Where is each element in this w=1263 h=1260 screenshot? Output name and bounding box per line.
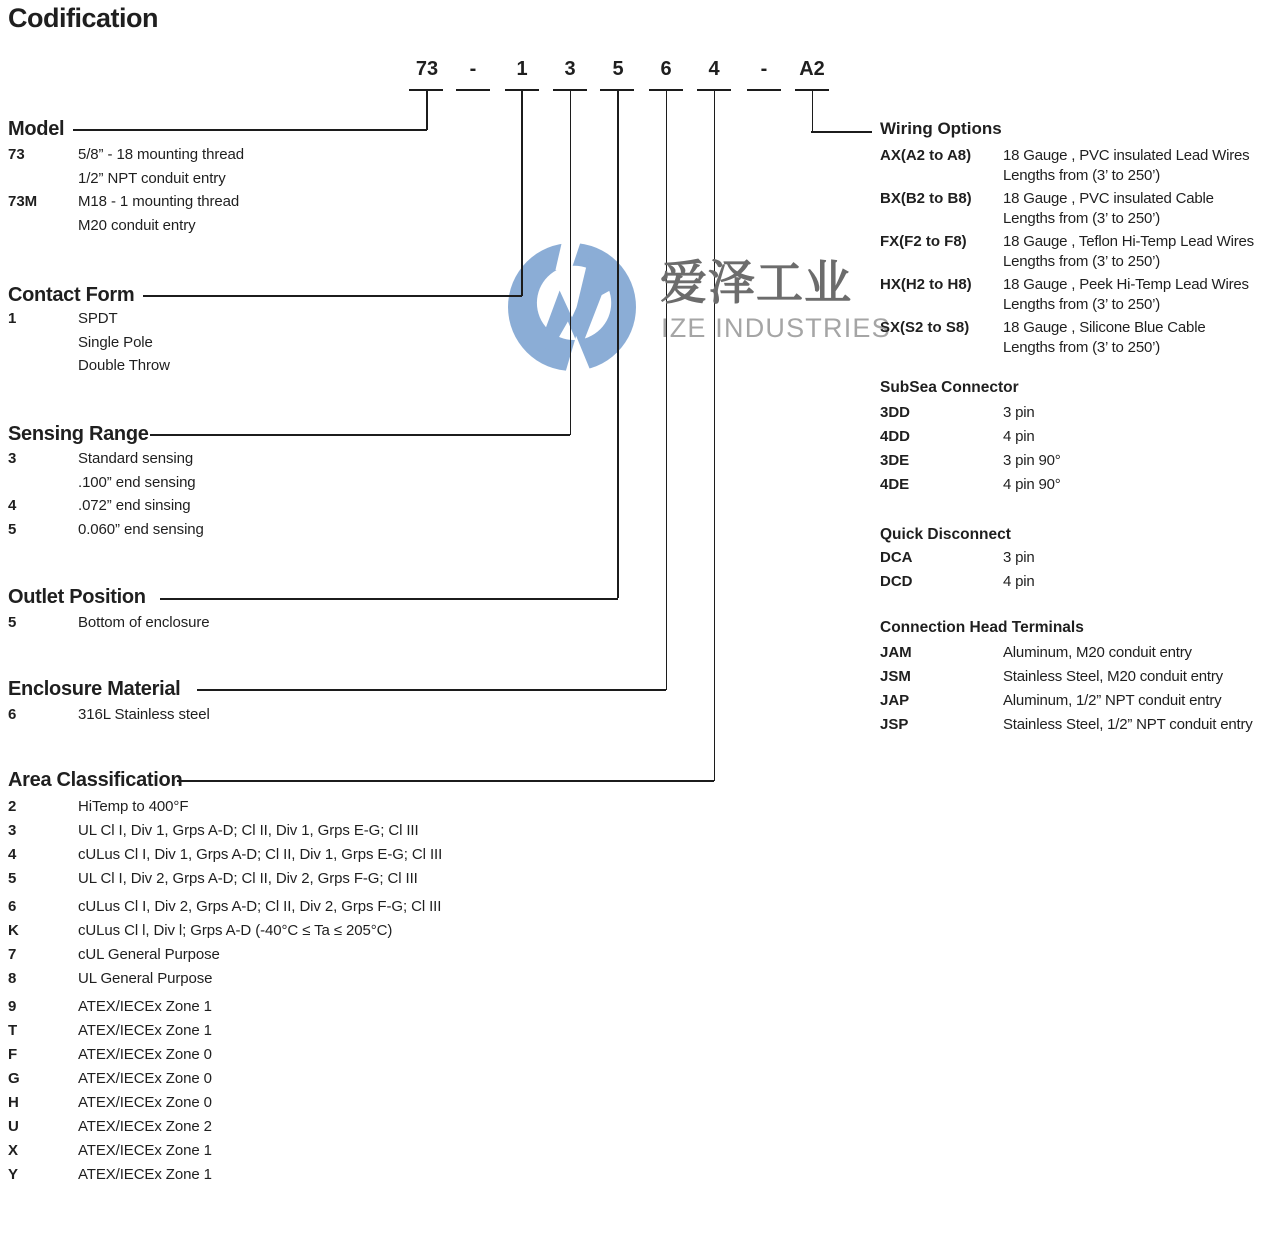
- item-desc-line1: 18 Gauge , PVC insulated Lead Wires: [1003, 147, 1250, 164]
- list-item: [8, 614, 210, 638]
- item-desc: cUL General Purpose: [78, 946, 220, 963]
- item-code: 3: [8, 822, 17, 839]
- item-code: 5: [8, 870, 17, 887]
- item-desc: Aluminum, M20 conduit entry: [1003, 644, 1192, 661]
- list-item: [880, 573, 1035, 597]
- code-segment-area: 4: [708, 58, 720, 80]
- item-code: 3DD: [880, 404, 911, 421]
- list-item: [8, 334, 170, 358]
- list-item: [880, 668, 1253, 692]
- list-item: [880, 452, 1061, 476]
- item-code: 6: [8, 706, 17, 723]
- section-header-model: Model: [8, 118, 65, 140]
- item-desc: UL Cl I, Div 1, Grps A-D; Cl II, Div 1, Grps E-G; Cl III: [78, 822, 419, 839]
- item-desc: Stainless Steel, 1/2” NPT conduit entry: [1003, 716, 1253, 733]
- connector-line-contact-vertical: [521, 91, 523, 296]
- item-code: HX(H2 to H8): [880, 276, 972, 294]
- item-desc: 4 pin: [1003, 573, 1035, 590]
- item-desc: UL General Purpose: [78, 970, 213, 987]
- connector-line-enclosure-horizontal: [197, 689, 666, 691]
- list-item: [8, 1142, 442, 1166]
- item-code: FX(F2 to F8): [880, 233, 967, 251]
- connection-head-terminals-list: [880, 644, 1253, 740]
- list-item: [8, 310, 170, 334]
- item-code: AX(A2 to A8): [880, 147, 972, 164]
- item-desc: SPDT: [78, 310, 118, 327]
- item-code: 4DE: [880, 476, 910, 493]
- list-item: [8, 1046, 442, 1070]
- section-header-sensing-range: Sensing Range: [8, 423, 149, 445]
- item-code: K: [8, 922, 19, 939]
- item-code: 9: [8, 998, 17, 1015]
- item-code: DCD: [880, 573, 913, 590]
- code-segment-dash-2: -: [760, 58, 768, 80]
- item-desc: Bottom of enclosure: [78, 614, 210, 631]
- item-code: 4DD: [880, 428, 911, 445]
- list-item: [8, 946, 442, 970]
- list-item: [8, 970, 442, 994]
- code-segment-outlet: 5: [612, 58, 624, 80]
- item-desc: 0.060” end sensing: [78, 521, 204, 539]
- code-underline: [747, 89, 781, 91]
- section-header-area-classification: Area Classification: [8, 769, 183, 791]
- list-item: [8, 1022, 442, 1046]
- list-item: [8, 521, 204, 545]
- subsea-connector-list: [880, 404, 1061, 500]
- item-desc: ATEX/IECEx Zone 1: [78, 998, 212, 1015]
- list-item: [8, 450, 204, 474]
- item-desc: 4 pin 90°: [1003, 476, 1061, 493]
- list-item: [8, 193, 244, 217]
- code-segment-model: 73: [415, 58, 439, 80]
- item-code: BX(B2 to B8): [880, 190, 972, 208]
- item-desc: [1003, 275, 1249, 315]
- item-code: Y: [8, 1166, 19, 1183]
- item-code: T: [8, 1022, 18, 1039]
- item-desc: 3 pin 90°: [1003, 452, 1061, 469]
- item-desc: .100” end sensing: [78, 473, 196, 491]
- item-desc: ATEX/IECEx Zone 1: [78, 1166, 212, 1183]
- list-item: [8, 798, 442, 822]
- item-desc-line2: Lengths from (3’ to 250’): [1003, 252, 1161, 270]
- watermark-chinese-text: 爱泽工业: [660, 256, 852, 309]
- watermark-company-text: IZE INDUSTRIES: [661, 313, 891, 343]
- item-desc: [1003, 232, 1254, 272]
- list-item: [8, 357, 170, 381]
- wiring-item: [880, 318, 1254, 358]
- item-desc: 316L Stainless steel: [78, 706, 210, 723]
- list-item: [880, 692, 1253, 716]
- item-desc: ATEX/IECEx Zone 2: [78, 1118, 212, 1135]
- connector-line-area-vertical: [714, 91, 716, 781]
- item-code: 73: [8, 146, 25, 163]
- item-desc: 1/2” NPT conduit entry: [78, 169, 226, 187]
- connector-line-wiring-vertical: [812, 91, 814, 132]
- list-item: [8, 846, 442, 870]
- connector-line-model-vertical: [426, 91, 428, 130]
- list-item: [8, 822, 442, 846]
- item-desc: cULus Cl I, Div 2, Grps A-D; Cl II, Div 2, Grps F-G; Cl III: [78, 898, 442, 915]
- quick-disconnect-list: [880, 549, 1035, 597]
- item-code: 5: [8, 521, 17, 539]
- item-desc: Double Throw: [78, 357, 170, 375]
- list-item: [8, 1166, 442, 1190]
- section-header-connection-head-terminals: Connection Head Terminals: [880, 619, 1084, 636]
- item-code: 8: [8, 970, 17, 987]
- code-segment-sensing: 3: [564, 58, 576, 80]
- item-code: G: [8, 1070, 20, 1087]
- contact-form-list: [8, 310, 170, 381]
- connector-line-area-horizontal: [177, 780, 714, 782]
- item-code: X: [8, 1142, 19, 1159]
- list-item: [8, 217, 244, 241]
- item-code: 7: [8, 946, 17, 963]
- item-code: 5: [8, 614, 17, 631]
- item-code: 4: [8, 846, 17, 863]
- list-item: [8, 474, 204, 498]
- item-code: 73M: [8, 193, 38, 211]
- wiring-item: [880, 232, 1254, 272]
- item-desc: cULus Cl I, Div 1, Grps A-D; Cl II, Div 1, Grps E-G; Cl III: [78, 846, 443, 863]
- item-desc: Single Pole: [78, 333, 153, 351]
- code-segment-enclosure: 6: [660, 58, 672, 80]
- item-code: JAP: [880, 692, 910, 709]
- item-desc: [1003, 189, 1214, 229]
- item-desc: 4 pin: [1003, 428, 1035, 445]
- connector-line-model-horizontal: [73, 129, 427, 131]
- connector-line-contact-horizontal: [143, 295, 522, 297]
- item-desc: ATEX/IECEx Zone 1: [78, 1142, 212, 1159]
- item-code: 4: [8, 497, 17, 515]
- list-item: [880, 404, 1061, 428]
- list-item: [880, 549, 1035, 573]
- list-item: [8, 146, 244, 170]
- section-header-wiring-options: Wiring Options: [880, 119, 1002, 138]
- item-desc: M18 - 1 mounting thread: [78, 193, 240, 211]
- item-desc-line2: Lengths from (3’ to 250’): [1003, 339, 1161, 357]
- list-item: [8, 1094, 442, 1118]
- item-desc: Aluminum, 1/2” NPT conduit entry: [1003, 692, 1222, 709]
- item-desc-line1: 18 Gauge , PVC insulated Cable: [1003, 190, 1214, 208]
- list-item: [8, 1070, 442, 1094]
- item-desc: UL Cl I, Div 2, Grps A-D; Cl II, Div 2, Grps F-G; Cl III: [78, 870, 418, 887]
- item-code: U: [8, 1118, 19, 1135]
- area-classification-list: [8, 798, 442, 1190]
- list-item: [880, 428, 1061, 452]
- item-code: SX(S2 to S8): [880, 319, 970, 337]
- item-code: 2: [8, 798, 17, 815]
- list-item: [880, 476, 1061, 500]
- item-desc: 3 pin: [1003, 404, 1035, 421]
- item-desc-line2: Lengths from (3’ to 250’): [1003, 209, 1161, 227]
- code-segment-dash-1: -: [469, 58, 477, 80]
- section-header-subsea-connector: SubSea Connector: [880, 379, 1019, 396]
- connector-line-outlet-horizontal: [160, 598, 618, 600]
- item-code: F: [8, 1046, 18, 1063]
- item-code: JSM: [880, 668, 911, 685]
- item-desc: .072” end sinsing: [78, 497, 191, 515]
- item-desc: ATEX/IECEx Zone 0: [78, 1094, 212, 1111]
- item-code: JAM: [880, 644, 912, 661]
- list-item: [8, 998, 442, 1022]
- sensing-range-list: [8, 450, 204, 545]
- enclosure-material-list: [8, 706, 210, 730]
- connector-line-wiring-horizontal: [811, 131, 872, 133]
- item-code: JSP: [880, 716, 909, 733]
- item-desc: Standard sensing: [78, 450, 194, 467]
- list-item: [880, 716, 1253, 740]
- item-desc: Stainless Steel, M20 conduit entry: [1003, 668, 1223, 685]
- item-desc-line2: Lengths from (3’ to 250’): [1003, 296, 1161, 314]
- item-desc: M20 conduit entry: [78, 217, 196, 235]
- item-desc: cULus Cl l, Div l; Grps A-D (-40°C ≤ Ta ≤ 205°C): [78, 922, 393, 939]
- wiring-options-list: [880, 146, 1254, 361]
- connector-line-outlet-vertical: [617, 91, 619, 598]
- outlet-position-list: [8, 614, 210, 638]
- code-segment-wiring: A2: [799, 58, 825, 80]
- item-code: DCA: [880, 549, 913, 566]
- model-list: [8, 146, 244, 241]
- item-desc: [1003, 146, 1249, 186]
- code-underline: [456, 89, 490, 91]
- list-item: [8, 898, 442, 922]
- item-desc: ATEX/IECEx Zone 1: [78, 1022, 212, 1039]
- section-header-quick-disconnect: Quick Disconnect: [880, 526, 1011, 543]
- item-code: 6: [8, 898, 17, 915]
- list-item: [8, 497, 204, 521]
- item-desc: 5/8” - 18 mounting thread: [78, 146, 244, 163]
- section-header-enclosure-material: Enclosure Material: [8, 678, 181, 700]
- page-title: Codification: [8, 3, 158, 33]
- item-desc: [1003, 318, 1205, 358]
- list-item: [880, 644, 1253, 668]
- list-item: [8, 706, 210, 730]
- wiring-item: [880, 275, 1254, 315]
- item-code: 3DE: [880, 452, 910, 469]
- item-desc-line2: Lengths from (3’ to 250’): [1003, 166, 1161, 184]
- item-desc: ATEX/IECEx Zone 0: [78, 1070, 212, 1087]
- item-code: H: [8, 1094, 19, 1111]
- connector-line-sensing-vertical: [570, 91, 572, 435]
- section-header-contact-form: Contact Form: [8, 284, 135, 306]
- item-desc: 3 pin: [1003, 549, 1035, 566]
- item-code: 1: [8, 310, 17, 327]
- list-item: [8, 1118, 442, 1142]
- item-desc-line1: 18 Gauge , Teflon Hi-Temp Lead Wires: [1003, 233, 1254, 251]
- item-desc: ATEX/IECEx Zone 0: [78, 1046, 212, 1063]
- item-code: 3: [8, 450, 17, 467]
- connector-line-sensing-horizontal: [150, 434, 570, 436]
- wiring-item: [880, 146, 1254, 186]
- list-item: [8, 170, 244, 194]
- item-desc: HiTemp to 400°F: [78, 798, 189, 815]
- section-header-outlet-position: Outlet Position: [8, 586, 146, 608]
- code-segment-contact: 1: [516, 58, 528, 80]
- wiring-item: [880, 189, 1254, 229]
- list-item: [8, 922, 442, 946]
- item-desc-line1: 18 Gauge , Peek Hi-Temp Lead Wires: [1003, 276, 1249, 294]
- connector-line-enclosure-vertical: [666, 91, 668, 690]
- list-item: [8, 870, 442, 894]
- item-desc-line1: 18 Gauge , Silicone Blue Cable: [1003, 319, 1206, 337]
